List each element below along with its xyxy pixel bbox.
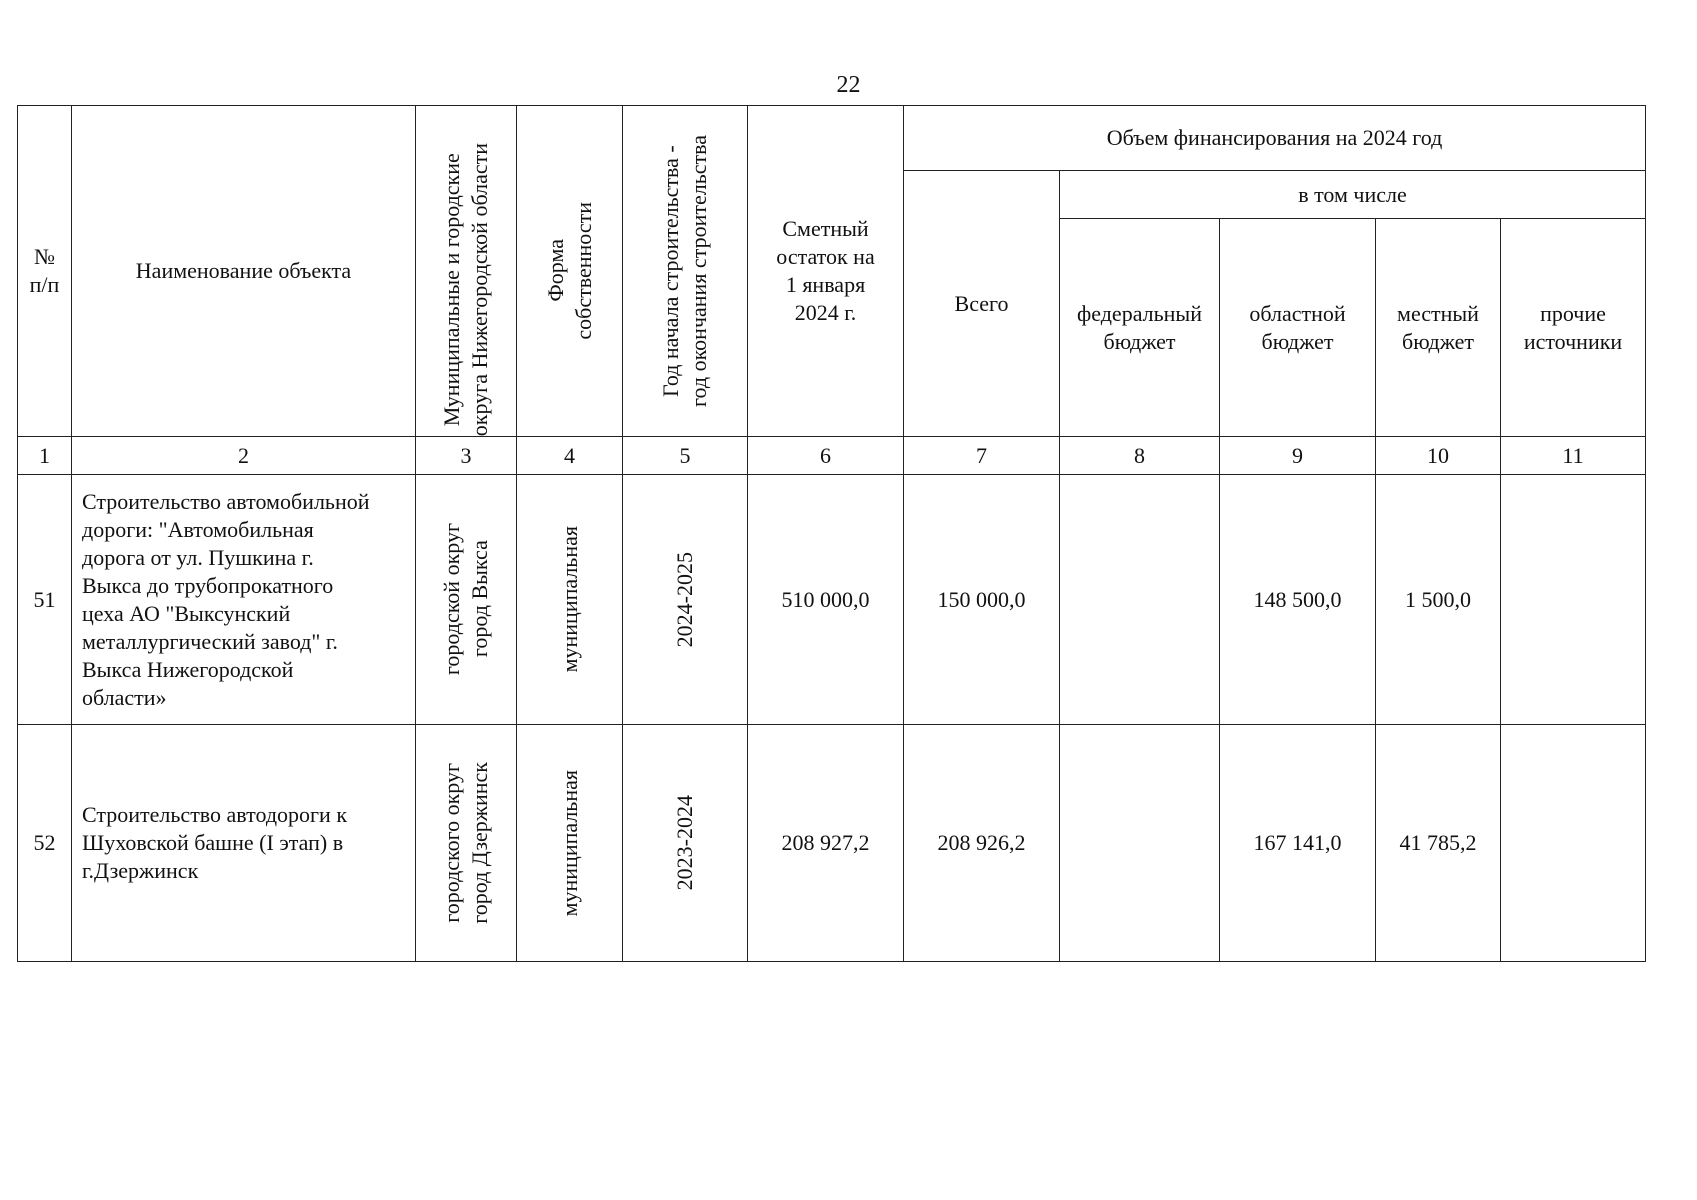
page-number: 22: [836, 72, 861, 98]
column-number: 4: [517, 437, 623, 475]
row-ownership: муниципальная: [517, 725, 623, 962]
row-remaining: 510 000,0: [748, 475, 904, 725]
column-number: 11: [1501, 437, 1646, 475]
row-regional: 167 141,0: [1220, 725, 1376, 962]
row-total: 150 000,0: [904, 475, 1060, 725]
column-number: 7: [904, 437, 1060, 475]
header-district: Муниципальные и городские округа Нижегородской области: [416, 106, 517, 437]
row-remaining: 208 927,2: [748, 725, 904, 962]
row-district: городской округ город Выкса: [416, 475, 517, 725]
row-ownership: муниципальная: [517, 475, 623, 725]
header-federal: федеральный бюджет: [1060, 219, 1220, 437]
header-ownership: Форма собственности: [517, 106, 623, 437]
row-object-name: Строительство автодороги к Шуховской башне (I этап) в г.Дзержинск: [72, 725, 416, 962]
column-number: 9: [1220, 437, 1376, 475]
header-including: в том числе: [1060, 171, 1646, 219]
row-total: 208 926,2: [904, 725, 1060, 962]
row-other: [1501, 475, 1646, 725]
row-local: 41 785,2: [1376, 725, 1501, 962]
column-number: 2: [72, 437, 416, 475]
column-number: 1: [18, 437, 72, 475]
header-funding-group: Объем финансирования на 2024 год: [904, 106, 1646, 171]
column-number: 8: [1060, 437, 1220, 475]
row-regional: 148 500,0: [1220, 475, 1376, 725]
row-years: 2024-2025: [623, 475, 748, 725]
header-regional: областной бюджет: [1220, 219, 1376, 437]
row-federal: [1060, 725, 1220, 962]
column-number-row: [18, 437, 1646, 475]
header-remaining: Сметный остаток на 1 января 2024 г.: [748, 106, 904, 437]
column-number: 6: [748, 437, 904, 475]
header-total: Всего: [904, 171, 1060, 437]
column-number: 10: [1376, 437, 1501, 475]
header-local: местный бюджет: [1376, 219, 1501, 437]
row-local: 1 500,0: [1376, 475, 1501, 725]
row-other: [1501, 725, 1646, 962]
row-num: 51: [18, 475, 72, 725]
header-name: Наименование объекта: [72, 106, 416, 437]
header-row-1: [18, 106, 1646, 171]
table-row: [18, 475, 1646, 725]
header-years: Год начала строительства - год окончания строительства: [623, 106, 748, 437]
row-years: 2023-2024: [623, 725, 748, 962]
header-num: № п/п: [18, 106, 72, 437]
header-other: прочие источники: [1501, 219, 1646, 437]
financing-table: [17, 105, 1646, 962]
table-row: [18, 725, 1646, 962]
column-number: 3: [416, 437, 517, 475]
row-num: 52: [18, 725, 72, 962]
row-object-name: Строительство автомобильной дороги: "Автомобильная дорога от ул. Пушкина г. Выкса до трубопрокатного цеха АО "Выксунский металлургический завод" г. Выкса Нижегородской области»: [72, 475, 416, 725]
row-district: городского округ город Дзержинск: [416, 725, 517, 962]
row-federal: [1060, 475, 1220, 725]
column-number: 5: [623, 437, 748, 475]
